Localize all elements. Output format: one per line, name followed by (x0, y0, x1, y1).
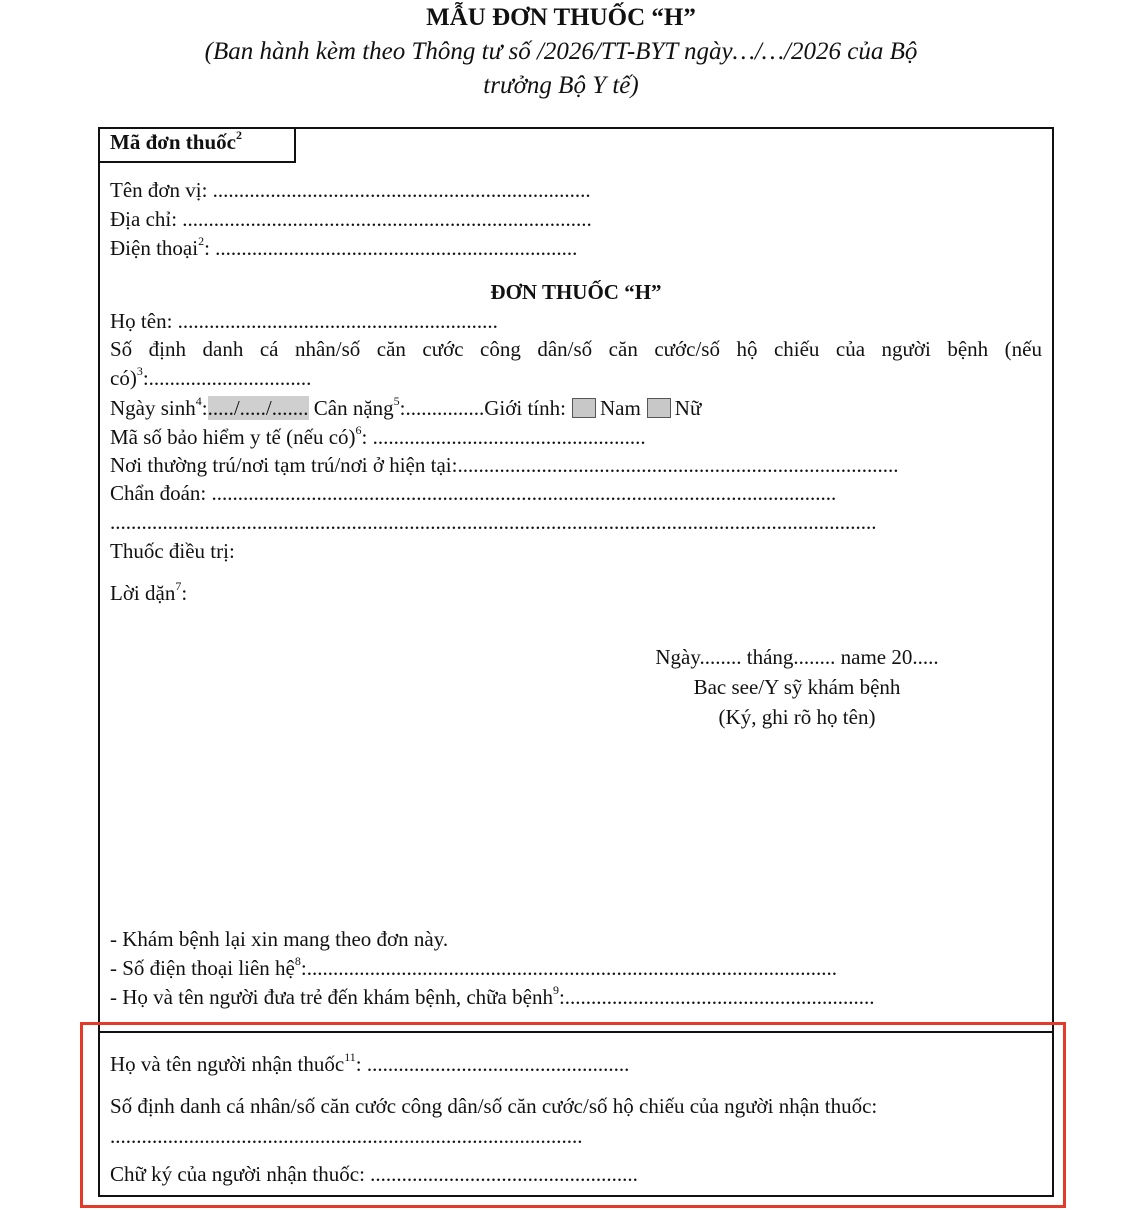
unit-name-field[interactable]: Tên đơn vị: ........................................................................ (110, 178, 591, 202)
document-title: MẪU ĐƠN THUỐC “H” (426, 4, 696, 31)
document-subtitle-line1: (Ban hành kèm theo Thông tư số /2026/TT-BYT ngày…/…/2026 của Bộ (204, 38, 918, 65)
dob-field[interactable]: ...../...../....... (207, 396, 309, 420)
doctor-title: Bac see/Y sỹ khám bệnh (693, 675, 901, 699)
address-field[interactable]: Địa chỉ: .............................................................................. (110, 207, 592, 231)
insurance-field[interactable]: Mã số bảo hiểm y tế (nếu có)$^6$: .................................................... (110, 423, 646, 449)
phone-field[interactable]: Điện thoại$^2$: ..................................................................... (110, 234, 578, 260)
prescription-code-label: Mã đơn thuốc$^2$ (110, 128, 242, 154)
residence-field[interactable]: Nơi thường trú/nơi tạm trú/nơi ở hiện tại:.................................................................................... (110, 453, 899, 477)
gender-female-checkbox[interactable] (647, 398, 671, 418)
contact-phone-field[interactable]: - Số điện thoại liên hệ$^8$:..................................................................................................... (110, 956, 837, 980)
diagnosis-continuation-field[interactable]: .................................................................................................................................................. (110, 510, 877, 534)
highlight-receiver-section (80, 1022, 1066, 1208)
patient-id-field[interactable]: có)$^3$:............................... (110, 364, 312, 390)
note-revisit: - Khám bệnh lại xin mang theo đơn này. (110, 927, 449, 951)
receiver-signature-field[interactable]: Chữ ký của người nhận thuốc: ................................................... (110, 1162, 638, 1186)
guardian-name-field[interactable]: - Họ và tên người đưa trẻ đến khám bệnh, chữa bệnh$^9$:........................................................... (110, 985, 875, 1009)
signature-note: (Ký, ghi rõ họ tên) (718, 705, 876, 729)
diagnosis-field[interactable]: Chẩn đoán: ....................................................................................................................... (110, 481, 837, 505)
advice-label: Lời dặn$^7$: (110, 579, 188, 605)
gender-female-label: Nữ (674, 396, 702, 420)
dob-weight-gender-row: Ngày $\sinh^4:...../...../$....... Cân nặng$^5$:...............Giới tính: Nam Nữ (110, 394, 702, 420)
treatment-label: Thuốc điều trị: (110, 539, 235, 563)
gender-male-checkbox[interactable] (572, 398, 596, 418)
sign-date-field[interactable]: Ngày........ tháng........ name 20..... (655, 645, 939, 669)
document-subtitle-line2: trưởng Bộ Y tế) (483, 72, 639, 99)
weight-field[interactable]: :............... (399, 396, 485, 420)
patient-id-label-line1: Số định danh cá nhân/số căn cước công dân/số căn cước/số hộ chiếu của người bệnh (nếu (110, 337, 1042, 361)
prescription-heading: ĐƠN THUỐC “H” (490, 280, 662, 304)
receiver-id-field[interactable]: .......................................................................................... (110, 1124, 583, 1148)
patient-name-field[interactable]: Họ tên: ............................................................. (110, 309, 498, 333)
gender-male-label: Nam (599, 396, 641, 420)
receiver-id-label: Số định danh cá nhân/số căn cước công dân/số căn cước/số hộ chiếu của người nhận thuốc: (110, 1094, 878, 1118)
receiver-name-field[interactable]: Họ và tên người nhận thuốc$^{11}$: .................................................. (110, 1050, 630, 1076)
